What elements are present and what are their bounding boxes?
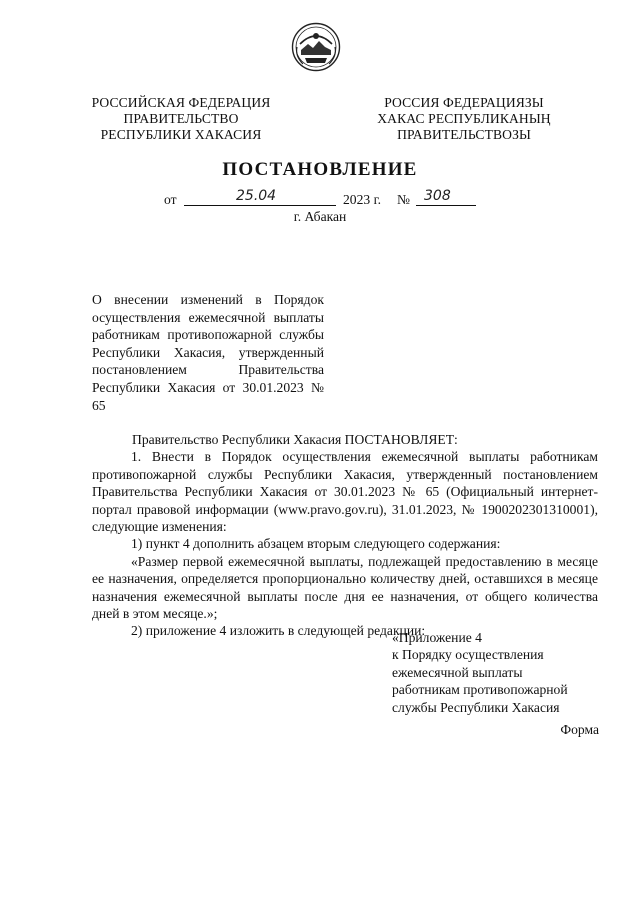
form-label: Форма bbox=[560, 722, 599, 737]
date-handwritten: 25.04 bbox=[236, 188, 277, 204]
annex-line: работникам противопожарной bbox=[392, 682, 568, 698]
header-right bbox=[366, 95, 562, 143]
annex-line: ежемесячной выплаты bbox=[392, 664, 523, 680]
header-left-line: РЕСПУБЛИКИ ХАКАСИЯ bbox=[100, 127, 262, 142]
number-handwritten: 308 bbox=[424, 188, 451, 204]
header-left-line: РОССИЙСКАЯ ФЕДЕРАЦИЯ bbox=[91, 95, 271, 110]
body-paragraph: 1. Внести в Порядок осуществления ежемесячной выплаты работникам противопожарной службы Республики Хакасия, утвержденный постановлением Правительства Республики Хакасия от 30.01.2023 № 65 (Официальный интернет-портал правовой информации (www.pravo.gov.ru), 31.01.2023, № 1900202301310001), следующие изменения: bbox=[92, 449, 598, 535]
number-sign: № bbox=[397, 192, 410, 207]
header-right-line: РОССИЯ ФЕДЕРАЦИЯЗЫ bbox=[384, 95, 544, 110]
annex-line: службы Республики Хакасия bbox=[392, 699, 560, 715]
header-left bbox=[86, 95, 276, 143]
city-label: г. Абакан bbox=[293, 209, 347, 224]
body-text bbox=[92, 431, 598, 640]
header-left-line: ПРАВИТЕЛЬСТВО bbox=[123, 111, 239, 126]
subject-block: О внесении изменений в Порядок осуществления ежемесячной выплаты работникам противопожарной службы Республики Хакасия, утвержденный постановлением Правительства Республики Хакасия от 30.01.2023 № 65 bbox=[92, 292, 324, 413]
document-title: ПОСТАНОВЛЕНИЕ bbox=[222, 159, 418, 180]
body-paragraph: Правительство Республики Хакасия ПОСТАНОВЛЯЕТ: bbox=[132, 432, 458, 447]
annex-line: к Порядку осуществления bbox=[392, 647, 544, 663]
number-underline bbox=[416, 205, 476, 206]
annex-line: «Приложение 4 bbox=[392, 630, 482, 645]
year-label: 2023 г. bbox=[343, 192, 382, 207]
annex-header bbox=[392, 629, 602, 716]
body-paragraph: 2) приложение 4 изложить в следующей редакции: bbox=[131, 623, 426, 639]
header-right-line: ПРАВИТЕЛЬСТВОЗЫ bbox=[397, 127, 531, 142]
body-paragraph: 1) пункт 4 дополнить абзацем вторым следующего содержания: bbox=[131, 536, 501, 552]
coat-of-arms-emblem bbox=[291, 22, 341, 72]
date-prefix: от bbox=[164, 192, 177, 207]
date-underline bbox=[184, 205, 336, 206]
body-paragraph: «Размер первой ежемесячной выплаты, подлежащей предоставлению в месяце ее назначения, определяется пропорционально количеству дней, оставшихся в месяце назначения ежемесячной выплаты после дня ее назначения, от общего количества дней в этом месяце.»; bbox=[92, 553, 598, 622]
header-right-line: ХАКАС РЕСПУБЛИКАНЫҢ bbox=[377, 111, 551, 126]
